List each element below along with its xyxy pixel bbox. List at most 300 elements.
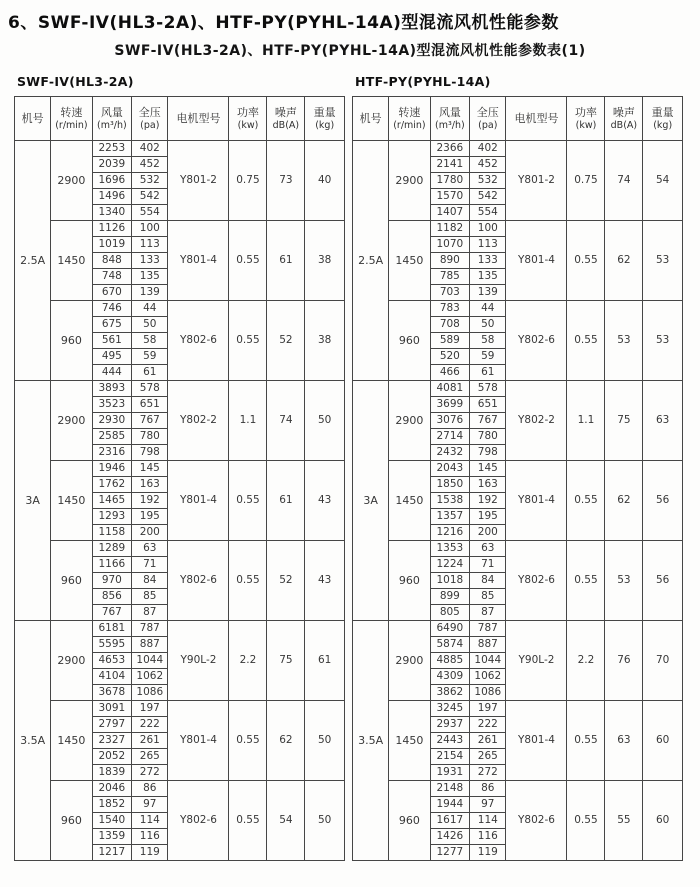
cell-airflow: 783 [430, 301, 470, 317]
cell-airflow: 1407 [430, 205, 470, 221]
cell-airflow: 1944 [430, 797, 470, 813]
cell-airflow: 1538 [430, 493, 470, 509]
column-header-model: 机号 [15, 97, 51, 141]
cell-airflow: 2141 [430, 157, 470, 173]
cell-airflow: 3862 [430, 685, 470, 701]
cell-weight: 43 [305, 461, 345, 541]
cell-motor: Y802-2 [506, 381, 567, 461]
cell-airflow: 1224 [430, 557, 470, 573]
cell-pressure: 135 [470, 269, 506, 285]
cell-airflow: 2366 [430, 141, 470, 157]
cell-speed: 960 [389, 781, 430, 861]
table-row [15, 621, 345, 637]
cell-pressure: 113 [132, 237, 168, 253]
cell-pressure: 58 [470, 333, 506, 349]
cell-pressure: 61 [132, 365, 168, 381]
cell-airflow: 2937 [430, 717, 470, 733]
cell-noise: 52 [267, 301, 305, 381]
table-block-htf [352, 72, 683, 861]
cell-airflow: 2432 [430, 445, 470, 461]
cell-pressure: 192 [132, 493, 168, 509]
cell-airflow: 2154 [430, 749, 470, 765]
cell-speed: 1450 [389, 461, 430, 541]
cell-speed: 2900 [51, 621, 92, 701]
cell-pressure: 100 [470, 221, 506, 237]
cell-airflow: 561 [92, 333, 132, 349]
cell-airflow: 5874 [430, 637, 470, 653]
cell-pressure: 272 [470, 765, 506, 781]
cell-pressure: 197 [132, 701, 168, 717]
cell-weight: 38 [305, 221, 345, 301]
cell-pressure: 135 [132, 269, 168, 285]
cell-power: 0.55 [229, 541, 267, 621]
cell-pressure: 261 [132, 733, 168, 749]
cell-noise: 74 [605, 141, 643, 221]
cell-airflow: 1946 [92, 461, 132, 477]
cell-pressure: 119 [470, 845, 506, 861]
cell-pressure: 798 [470, 445, 506, 461]
cell-weight: 70 [643, 621, 683, 701]
cell-airflow: 970 [92, 573, 132, 589]
cell-pressure: 59 [132, 349, 168, 365]
cell-airflow: 1126 [92, 221, 132, 237]
cell-power: 0.55 [229, 301, 267, 381]
cell-pressure: 50 [470, 317, 506, 333]
cell-power: 0.55 [229, 461, 267, 541]
tables-container [8, 72, 692, 861]
table-row [353, 461, 683, 477]
cell-speed: 2900 [389, 381, 430, 461]
cell-motor: Y802-6 [168, 781, 229, 861]
cell-motor: Y802-6 [506, 781, 567, 861]
cell-pressure: 787 [132, 621, 168, 637]
cell-airflow: 2930 [92, 413, 132, 429]
cell-model: 3.5A [15, 621, 51, 861]
cell-airflow: 6490 [430, 621, 470, 637]
cell-pressure: 265 [470, 749, 506, 765]
cell-pressure: 197 [470, 701, 506, 717]
cell-pressure: 195 [132, 509, 168, 525]
cell-airflow: 1353 [430, 541, 470, 557]
cell-noise: 75 [267, 621, 305, 701]
cell-airflow: 1216 [430, 525, 470, 541]
cell-weight: 50 [305, 781, 345, 861]
cell-airflow: 4081 [430, 381, 470, 397]
cell-power: 2.2 [567, 621, 605, 701]
table-block-swf [14, 72, 345, 861]
cell-airflow: 466 [430, 365, 470, 381]
cell-pressure: 97 [132, 797, 168, 813]
table-row [353, 541, 683, 557]
cell-airflow: 3699 [430, 397, 470, 413]
cell-pressure: 63 [132, 541, 168, 557]
cell-airflow: 2039 [92, 157, 132, 173]
cell-power: 1.1 [567, 381, 605, 461]
table-row [15, 781, 345, 797]
cell-airflow: 1426 [430, 829, 470, 845]
cell-weight: 56 [643, 461, 683, 541]
column-header-noise: 噪声 dB(A) [605, 97, 643, 141]
cell-motor: Y90L-2 [506, 621, 567, 701]
cell-airflow: 1696 [92, 173, 132, 189]
cell-pressure: 554 [470, 205, 506, 221]
cell-airflow: 675 [92, 317, 132, 333]
table-label-htf: HTF-PY(PYHL-14A) [355, 74, 491, 89]
cell-airflow: 2714 [430, 429, 470, 445]
cell-pressure: 767 [132, 413, 168, 429]
cell-airflow: 444 [92, 365, 132, 381]
cell-airflow: 748 [92, 269, 132, 285]
column-header-airflow: 风量 (m³/h) [430, 97, 470, 141]
cell-airflow: 1762 [92, 477, 132, 493]
column-header-weight: 重量 (kg) [643, 97, 683, 141]
cell-weight: 61 [305, 621, 345, 701]
cell-airflow: 746 [92, 301, 132, 317]
htf-performance-table [352, 96, 683, 861]
cell-pressure: 554 [132, 205, 168, 221]
cell-noise: 62 [605, 221, 643, 301]
cell-pressure: 133 [470, 253, 506, 269]
cell-airflow: 2046 [92, 781, 132, 797]
cell-speed: 960 [51, 301, 92, 381]
cell-speed: 960 [51, 541, 92, 621]
table-row [15, 221, 345, 237]
cell-pressure: 780 [470, 429, 506, 445]
swf-performance-table [14, 96, 345, 861]
cell-weight: 53 [643, 301, 683, 381]
cell-pressure: 163 [132, 477, 168, 493]
cell-pressure: 1086 [470, 685, 506, 701]
cell-airflow: 2148 [430, 781, 470, 797]
cell-airflow: 2052 [92, 749, 132, 765]
cell-noise: 74 [267, 381, 305, 461]
cell-model: 2.5A [15, 141, 51, 381]
cell-power: 0.75 [229, 141, 267, 221]
table-row [15, 701, 345, 717]
cell-airflow: 1617 [430, 813, 470, 829]
cell-airflow: 1019 [92, 237, 132, 253]
cell-motor: Y801-4 [506, 221, 567, 301]
column-header-speed: 转速 (r/min) [51, 97, 92, 141]
cell-airflow: 785 [430, 269, 470, 285]
cell-noise: 53 [605, 301, 643, 381]
cell-pressure: 767 [470, 413, 506, 429]
cell-speed: 1450 [389, 701, 430, 781]
cell-pressure: 139 [132, 285, 168, 301]
cell-weight: 54 [643, 141, 683, 221]
cell-airflow: 708 [430, 317, 470, 333]
cell-pressure: 100 [132, 221, 168, 237]
cell-pressure: 71 [132, 557, 168, 573]
page-subtitle: SWF-IV(HL3-2A)、HTF-PY(PYHL-14A)型混流风机性能参数表(1) [114, 43, 586, 59]
cell-pressure: 139 [470, 285, 506, 301]
cell-power: 0.55 [229, 701, 267, 781]
cell-power: 2.2 [229, 621, 267, 701]
column-header-airflow: 风量 (m³/h) [92, 97, 132, 141]
cell-speed: 1450 [51, 701, 92, 781]
cell-power: 0.55 [229, 781, 267, 861]
cell-weight: 43 [305, 541, 345, 621]
cell-airflow: 1293 [92, 509, 132, 525]
cell-weight: 40 [305, 141, 345, 221]
cell-noise: 54 [267, 781, 305, 861]
cell-airflow: 2443 [430, 733, 470, 749]
cell-pressure: 1062 [132, 669, 168, 685]
cell-pressure: 265 [132, 749, 168, 765]
cell-pressure: 113 [470, 237, 506, 253]
cell-pressure: 787 [470, 621, 506, 637]
cell-power: 0.55 [567, 701, 605, 781]
cell-motor: Y90L-2 [168, 621, 229, 701]
cell-airflow: 589 [430, 333, 470, 349]
cell-speed: 2900 [51, 141, 92, 221]
cell-pressure: 86 [470, 781, 506, 797]
cell-pressure: 145 [470, 461, 506, 477]
cell-speed: 2900 [389, 621, 430, 701]
cell-power: 0.55 [567, 781, 605, 861]
cell-speed: 960 [389, 301, 430, 381]
cell-airflow: 520 [430, 349, 470, 365]
cell-airflow: 899 [430, 589, 470, 605]
cell-pressure: 114 [132, 813, 168, 829]
cell-speed: 1450 [51, 461, 92, 541]
cell-pressure: 452 [470, 157, 506, 173]
cell-pressure: 272 [132, 765, 168, 781]
cell-motor: Y802-6 [168, 541, 229, 621]
cell-airflow: 1070 [430, 237, 470, 253]
cell-pressure: 71 [470, 557, 506, 573]
cell-pressure: 1044 [470, 653, 506, 669]
cell-pressure: 58 [132, 333, 168, 349]
cell-weight: 50 [305, 381, 345, 461]
cell-airflow: 1359 [92, 829, 132, 845]
cell-pressure: 200 [470, 525, 506, 541]
cell-airflow: 1166 [92, 557, 132, 573]
header-row [353, 97, 683, 141]
cell-pressure: 452 [132, 157, 168, 173]
column-header-weight: 重量 (kg) [305, 97, 345, 141]
cell-airflow: 805 [430, 605, 470, 621]
cell-pressure: 651 [470, 397, 506, 413]
cell-airflow: 1018 [430, 573, 470, 589]
cell-pressure: 114 [470, 813, 506, 829]
cell-power: 0.55 [567, 221, 605, 301]
cell-pressure: 578 [132, 381, 168, 397]
cell-pressure: 59 [470, 349, 506, 365]
cell-pressure: 402 [470, 141, 506, 157]
cell-airflow: 1780 [430, 173, 470, 189]
cell-airflow: 3893 [92, 381, 132, 397]
cell-pressure: 84 [470, 573, 506, 589]
cell-noise: 55 [605, 781, 643, 861]
cell-pressure: 85 [470, 589, 506, 605]
table-row [353, 781, 683, 797]
cell-pressure: 578 [470, 381, 506, 397]
cell-model: 3A [15, 381, 51, 621]
cell-pressure: 780 [132, 429, 168, 445]
table-row [353, 701, 683, 717]
cell-airflow: 4885 [430, 653, 470, 669]
table-row [15, 381, 345, 397]
cell-speed: 960 [389, 541, 430, 621]
cell-noise: 62 [267, 701, 305, 781]
column-header-model: 机号 [353, 97, 389, 141]
cell-motor: Y802-6 [168, 301, 229, 381]
cell-weight: 56 [643, 541, 683, 621]
cell-weight: 60 [643, 701, 683, 781]
cell-airflow: 6181 [92, 621, 132, 637]
cell-pressure: 116 [470, 829, 506, 845]
cell-pressure: 222 [132, 717, 168, 733]
cell-motor: Y802-6 [506, 541, 567, 621]
cell-weight: 38 [305, 301, 345, 381]
cell-noise: 73 [267, 141, 305, 221]
cell-airflow: 2316 [92, 445, 132, 461]
cell-weight: 60 [643, 781, 683, 861]
cell-pressure: 222 [470, 717, 506, 733]
cell-pressure: 651 [132, 397, 168, 413]
cell-weight: 53 [643, 221, 683, 301]
cell-pressure: 86 [132, 781, 168, 797]
cell-pressure: 119 [132, 845, 168, 861]
cell-airflow: 3091 [92, 701, 132, 717]
cell-pressure: 50 [132, 317, 168, 333]
cell-noise: 62 [605, 461, 643, 541]
column-header-power: 功率 (kw) [229, 97, 267, 141]
cell-airflow: 2327 [92, 733, 132, 749]
cell-airflow: 890 [430, 253, 470, 269]
cell-model: 3.5A [353, 621, 389, 861]
cell-motor: Y802-6 [506, 301, 567, 381]
table-row [15, 301, 345, 317]
cell-airflow: 1852 [92, 797, 132, 813]
cell-pressure: 402 [132, 141, 168, 157]
cell-airflow: 1277 [430, 845, 470, 861]
cell-motor: Y801-4 [506, 461, 567, 541]
cell-pressure: 887 [132, 637, 168, 653]
cell-pressure: 261 [470, 733, 506, 749]
cell-pressure: 44 [470, 301, 506, 317]
cell-pressure: 192 [470, 493, 506, 509]
cell-pressure: 542 [470, 189, 506, 205]
cell-airflow: 5595 [92, 637, 132, 653]
cell-motor: Y801-4 [168, 461, 229, 541]
cell-pressure: 84 [132, 573, 168, 589]
cell-motor: Y801-4 [168, 701, 229, 781]
cell-airflow: 1158 [92, 525, 132, 541]
cell-airflow: 4104 [92, 669, 132, 685]
cell-power: 0.75 [567, 141, 605, 221]
cell-motor: Y802-2 [168, 381, 229, 461]
cell-airflow: 3523 [92, 397, 132, 413]
cell-pressure: 163 [470, 477, 506, 493]
cell-power: 0.55 [229, 221, 267, 301]
cell-airflow: 1931 [430, 765, 470, 781]
cell-airflow: 1496 [92, 189, 132, 205]
table-row [15, 541, 345, 557]
cell-noise: 75 [605, 381, 643, 461]
cell-airflow: 2797 [92, 717, 132, 733]
cell-noise: 61 [267, 221, 305, 301]
cell-power: 0.55 [567, 541, 605, 621]
table-row [353, 381, 683, 397]
cell-speed: 2900 [51, 381, 92, 461]
cell-pressure: 97 [470, 797, 506, 813]
column-header-noise: 噪声 dB(A) [267, 97, 305, 141]
cell-model: 2.5A [353, 141, 389, 381]
cell-airflow: 3678 [92, 685, 132, 701]
cell-airflow: 4653 [92, 653, 132, 669]
cell-airflow: 1839 [92, 765, 132, 781]
cell-airflow: 670 [92, 285, 132, 301]
cell-model: 3A [353, 381, 389, 621]
cell-power: 1.1 [229, 381, 267, 461]
cell-weight: 63 [643, 381, 683, 461]
table-label-swf: SWF-IV(HL3-2A) [17, 74, 134, 89]
cell-pressure: 798 [132, 445, 168, 461]
cell-airflow: 4309 [430, 669, 470, 685]
table-row [353, 301, 683, 317]
cell-pressure: 1062 [470, 669, 506, 685]
cell-pressure: 1044 [132, 653, 168, 669]
cell-pressure: 542 [132, 189, 168, 205]
cell-airflow: 1540 [92, 813, 132, 829]
cell-pressure: 1086 [132, 685, 168, 701]
cell-motor: Y801-4 [168, 221, 229, 301]
cell-motor: Y801-2 [168, 141, 229, 221]
table-row [15, 141, 345, 157]
table-row [353, 621, 683, 637]
cell-airflow: 2253 [92, 141, 132, 157]
column-header-power: 功率 (kw) [567, 97, 605, 141]
cell-speed: 1450 [389, 221, 430, 301]
cell-airflow: 767 [92, 605, 132, 621]
cell-pressure: 145 [132, 461, 168, 477]
page-title: 6、SWF-IV(HL3-2A)、HTF-PY(PYHL-14A)型混流风机性能参数 [8, 13, 559, 33]
cell-airflow: 1340 [92, 205, 132, 221]
cell-airflow: 1570 [430, 189, 470, 205]
cell-pressure: 195 [470, 509, 506, 525]
table-row [15, 461, 345, 477]
cell-motor: Y801-2 [506, 141, 567, 221]
cell-pressure: 63 [470, 541, 506, 557]
column-header-speed: 转速 (r/min) [389, 97, 430, 141]
cell-noise: 76 [605, 621, 643, 701]
cell-noise: 53 [605, 541, 643, 621]
table-row [353, 221, 683, 237]
cell-airflow: 1217 [92, 845, 132, 861]
cell-pressure: 87 [470, 605, 506, 621]
cell-pressure: 85 [132, 589, 168, 605]
cell-airflow: 1465 [92, 493, 132, 509]
cell-airflow: 856 [92, 589, 132, 605]
cell-speed: 2900 [389, 141, 430, 221]
cell-airflow: 3245 [430, 701, 470, 717]
cell-pressure: 87 [132, 605, 168, 621]
cell-pressure: 116 [132, 829, 168, 845]
cell-airflow: 2585 [92, 429, 132, 445]
cell-motor: Y801-4 [506, 701, 567, 781]
cell-noise: 61 [267, 461, 305, 541]
column-header-pressure: 全压 (pa) [132, 97, 168, 141]
cell-airflow: 1182 [430, 221, 470, 237]
cell-noise: 52 [267, 541, 305, 621]
cell-airflow: 1289 [92, 541, 132, 557]
cell-airflow: 495 [92, 349, 132, 365]
cell-pressure: 200 [132, 525, 168, 541]
cell-airflow: 1357 [430, 509, 470, 525]
cell-noise: 63 [605, 701, 643, 781]
